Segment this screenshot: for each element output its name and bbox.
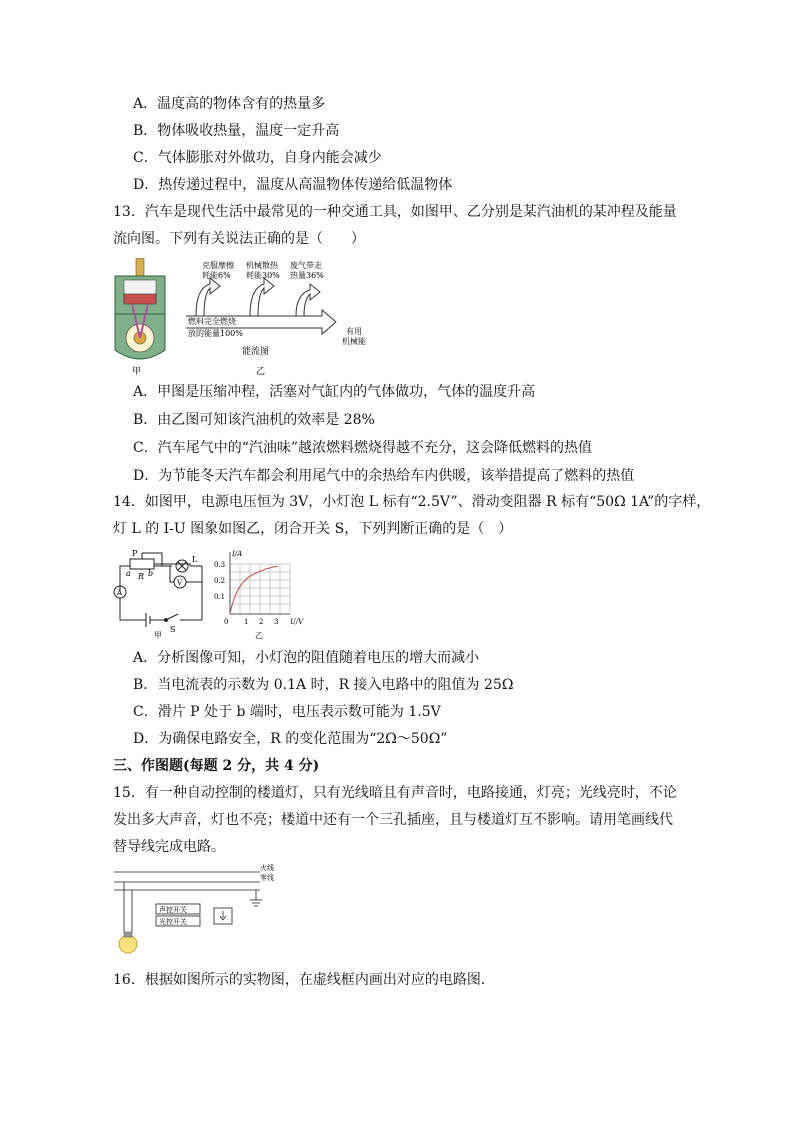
q14-label-jia: 甲	[154, 631, 162, 640]
q14-label-b: b	[148, 569, 154, 578]
q13-output-label2: 机械能	[342, 337, 366, 346]
q14-label-L: L	[192, 555, 198, 564]
q13-option-b: B．由乙图可知该汽油机的效率是 28%	[133, 412, 375, 428]
q13-arrow2-label1: 机械散热	[246, 261, 278, 270]
q15-sound-switch-label: 声控开关	[159, 906, 187, 914]
q14-ytick-0.2: 0.2	[214, 577, 226, 585]
q13-label-yi: 乙	[256, 367, 266, 377]
q14-ytick-0.1: 0.1	[214, 593, 226, 601]
q13-stem-line1: 13．汽车是现代生活中最常见的一种交通工具，如图甲、乙分别是某汽油机的某冲程及能量	[113, 204, 677, 220]
q14-label-V: V	[177, 579, 183, 587]
q13-option-d: D．为节能冬天汽车都会利用尾气中的余热给车内供暖，该举措提高了燃料的热值	[133, 468, 635, 484]
section3-title: 三、作图题(每题 2 分，共 4 分)	[113, 758, 320, 774]
q14-label-A: A	[117, 589, 123, 597]
q12-option-a: A．温度高的物体含有的热量多	[133, 96, 326, 112]
engine-diagram	[115, 258, 165, 359]
q13-label-jia: 甲	[132, 367, 142, 377]
q14-option-a: A．分析图像可知，小灯泡的阻值随着电压的增大而减小	[133, 650, 480, 666]
light-bulb-icon	[119, 932, 137, 953]
q13-stem-line2: 流向图。下列有关说法正确的是（ ）	[113, 231, 365, 247]
q16-line1: 16．根据如图所示的实物图，在虚线框内画出对应的电路图．	[113, 972, 495, 988]
q15-line1: 15．有一种自动控制的楼道灯，只有光线暗且有声音时，电路接通，灯亮；光线亮时，不论	[113, 785, 677, 801]
q14-stem-line1: 14．如图甲，电源电压恒为 3V，小灯泡 L 标有“2.5V”、滑动变阻器 R 标有“50Ω 1A”的字样，	[113, 494, 711, 510]
q13-arrow1-label1: 克服摩擦	[202, 261, 234, 270]
q14-label-P: P	[132, 549, 138, 558]
q12-option-d: D．热传递过程中，温度从高温物体传递给低温物体	[133, 177, 453, 193]
q14-label-a: a	[126, 569, 131, 578]
q15-neutral-wire-label: 零线	[260, 874, 274, 882]
q15-line2: 发出多大声音，灯也不亮；楼道中还有一个三孔插座，且与楼道灯互不影响。请用笔画线代	[113, 812, 673, 828]
q13-arrow1-label2: 耗能6%	[202, 271, 231, 280]
q14-xtick-2: 2	[259, 618, 264, 626]
q14-xtick-1: 1	[244, 618, 249, 626]
q13-input-label2: 放的能量100%	[188, 329, 243, 338]
q14-figure	[110, 548, 320, 640]
q13-arrow2-label2: 耗能30%	[246, 271, 280, 280]
circuit-diagram	[114, 553, 202, 627]
q13-arrow3-label1: 废气带走	[290, 261, 322, 270]
q13-figure	[110, 258, 380, 378]
q14-origin: 0	[224, 618, 229, 626]
q15-line3: 替导线完成电路。	[113, 839, 225, 855]
q13-option-a: A．甲图是压缩冲程，活塞对气缸内的气体做功，气体的温度升高	[133, 384, 536, 400]
q14-xtick-3: 3	[274, 618, 279, 626]
q15-figure	[110, 862, 280, 962]
iu-graph	[230, 552, 290, 614]
q13-caption: 能流图	[242, 347, 270, 357]
q12-option-c: C．气体膨胀对外做功，自身内能会减少	[133, 150, 382, 166]
q14-option-d: D．为确保电路安全，R 的变化范围为“2Ω～50Ω”	[133, 731, 448, 747]
q14-ytick-0.3: 0.3	[214, 561, 226, 569]
stairwell-circuit	[114, 872, 262, 932]
q14-ylabel: I/A	[232, 550, 243, 558]
q15-light-switch-label: 光控开关	[159, 918, 187, 926]
q13-option-c: C．汽车尾气中的“汽油味”越浓燃料燃烧得越不充分，这会降低燃料的热值	[133, 440, 593, 456]
q15-live-wire-label: 火线	[260, 864, 274, 872]
q14-label-yi: 乙	[255, 631, 263, 640]
q14-option-b: B．当电流表的示数为 0.1A 时，R 接入电路中的阻值为 25Ω	[133, 677, 514, 693]
q13-output-label1: 有用	[346, 327, 362, 336]
q12-option-b: B．物体吸收热量，温度一定升高	[133, 123, 340, 139]
q14-stem-line2: 灯 L 的 I-U 图象如图乙，闭合开关 S，下列判断正确的是（ ）	[113, 521, 513, 537]
q13-input-label1: 燃料完全燃烧	[188, 317, 236, 326]
q14-label-R: R	[138, 572, 145, 581]
q14-label-S: S	[170, 625, 176, 634]
q13-arrow3-label2: 热量36%	[290, 271, 324, 280]
q14-xlabel: U/V	[290, 618, 304, 626]
q14-option-c: C．滑片 P 处于 b 端时，电压表示数可能为 1.5V	[133, 704, 441, 720]
